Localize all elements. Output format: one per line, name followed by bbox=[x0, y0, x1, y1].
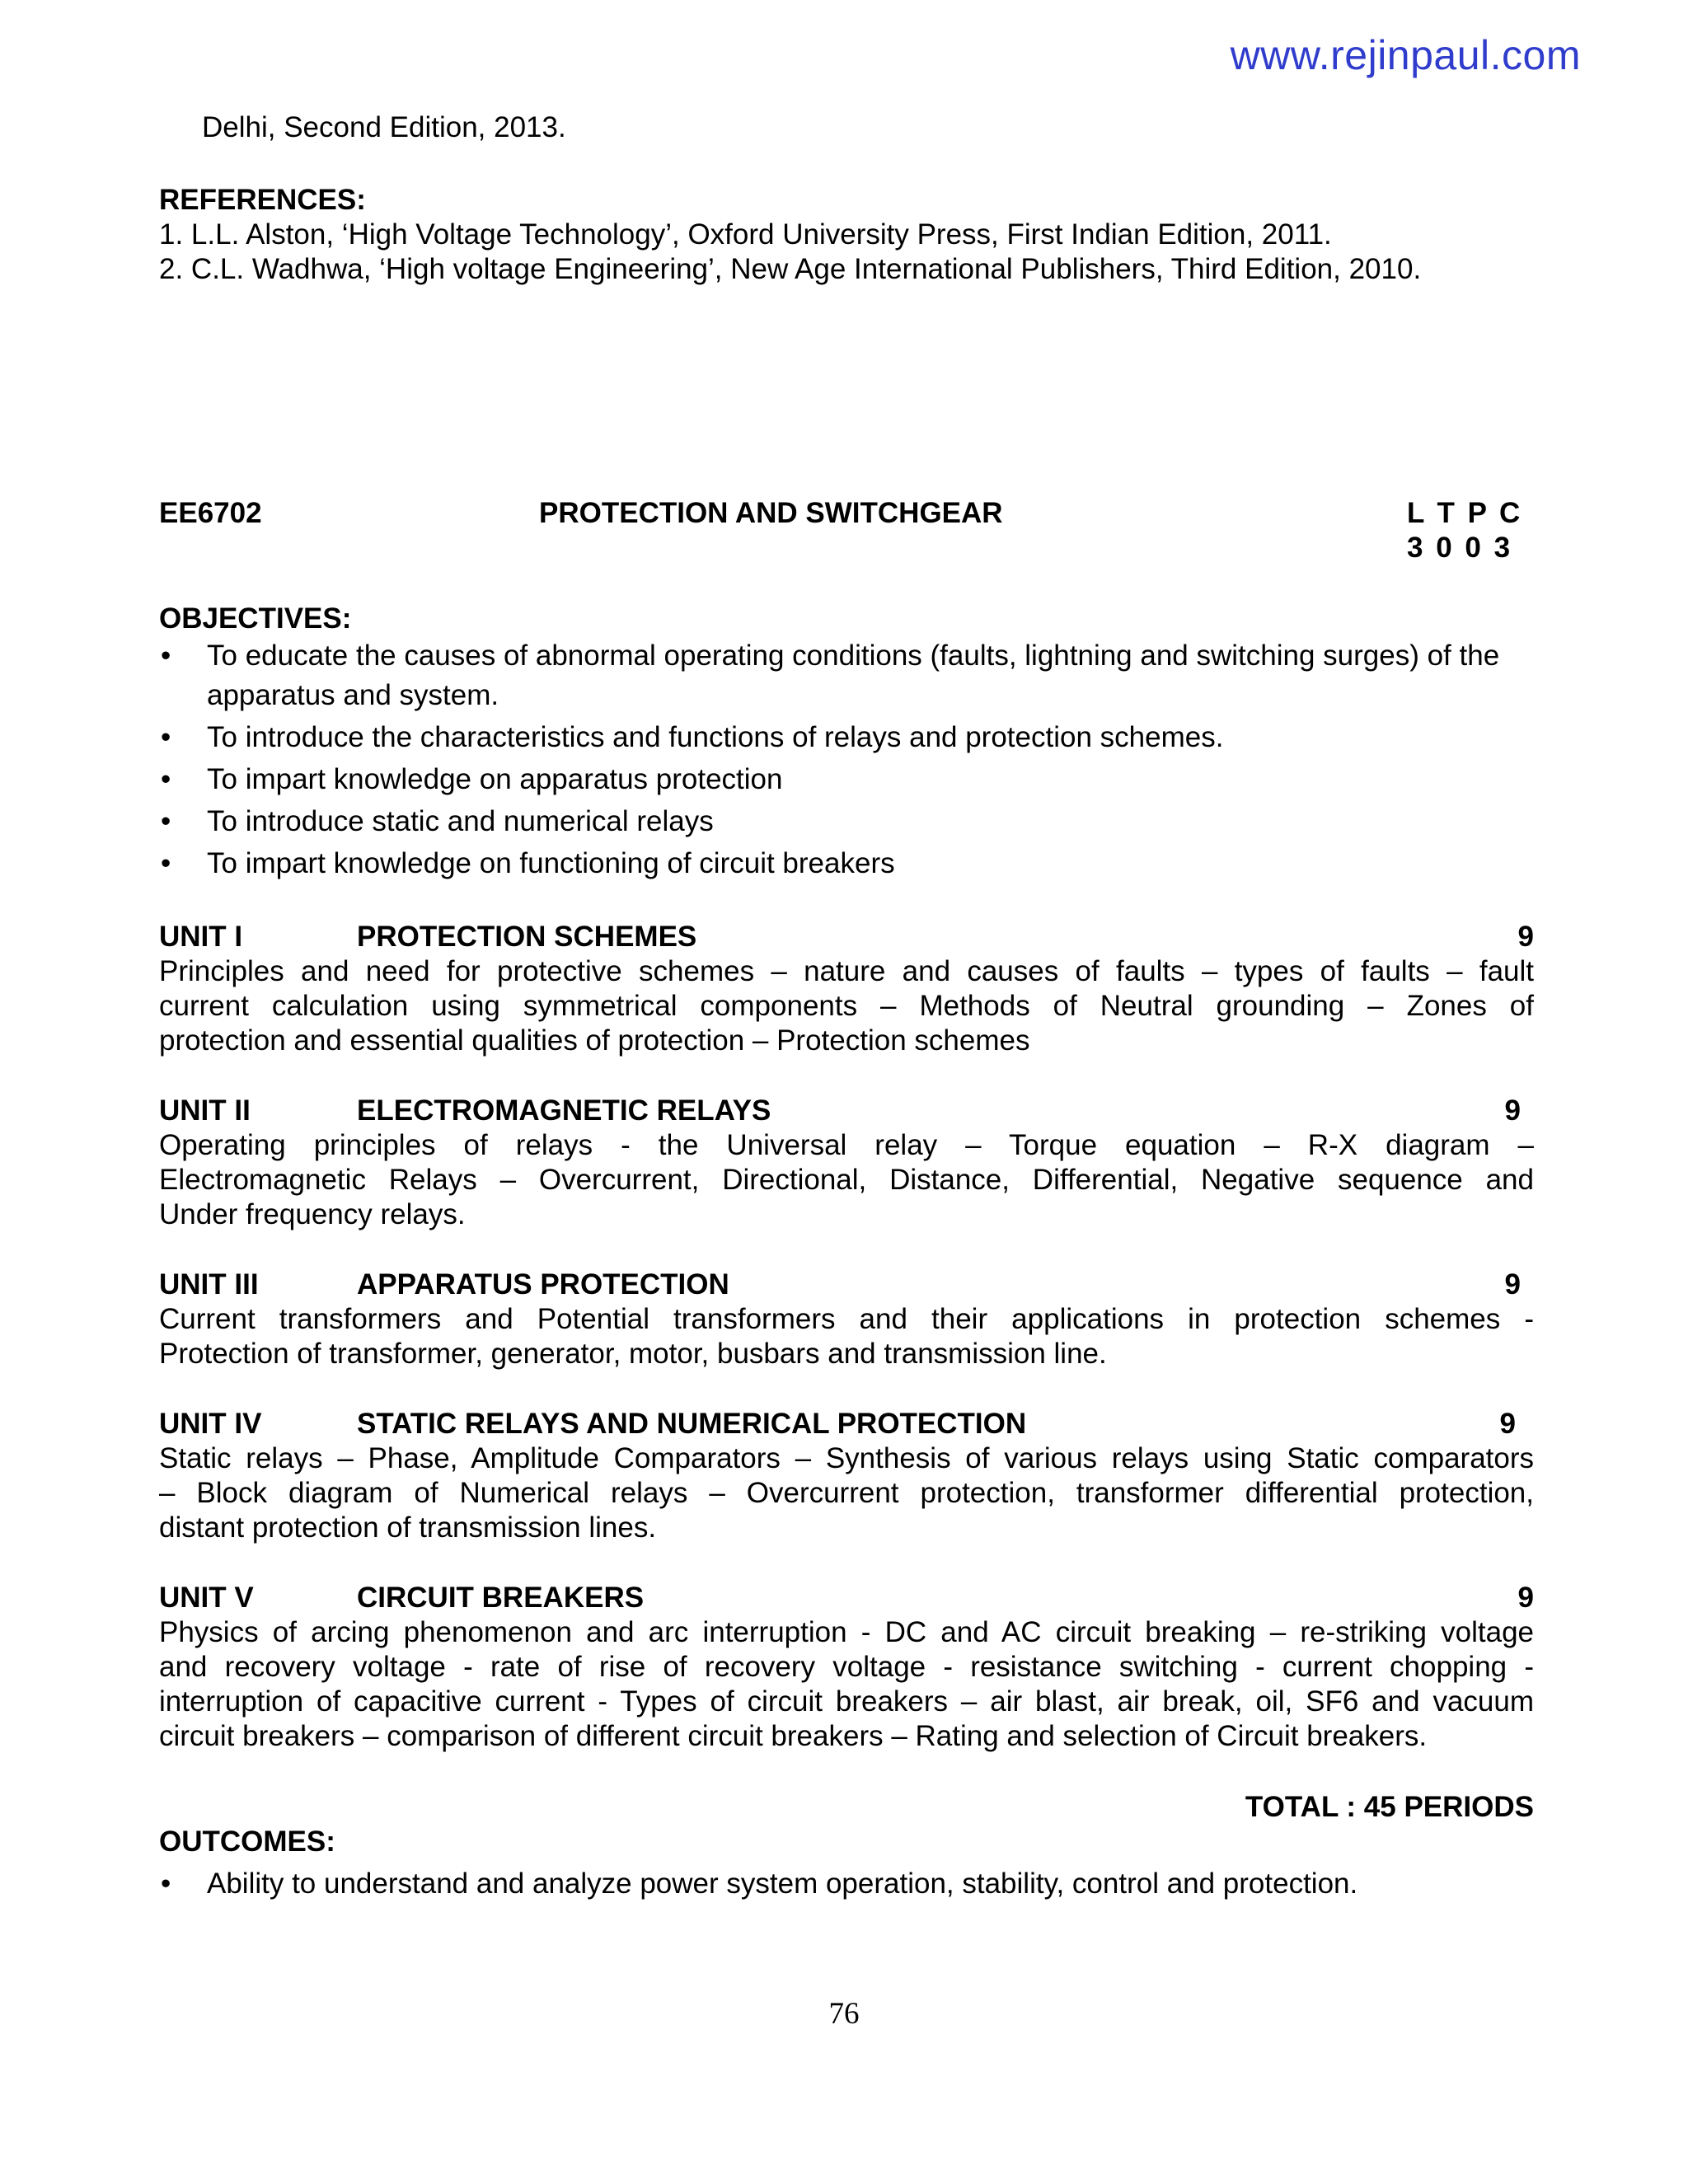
unit-title: APPARATUS PROTECTION bbox=[357, 1268, 729, 1301]
list-item bbox=[159, 718, 1534, 757]
list-item bbox=[159, 760, 1534, 799]
unit-text-line: Electromagnetic Relays – Overcurrent, Directional, Distance, Differential, Negative sequence and bbox=[159, 1164, 1534, 1196]
page-number: 76 bbox=[828, 1997, 860, 2031]
unit-text-line: Principles and need for protective schemes – nature and causes of faults – types of faults – fault bbox=[159, 955, 1534, 987]
unit-number: UNIT V bbox=[159, 1582, 254, 1614]
reference-item: 1. L.L. Alston, ‘High Voltage Technology’, Oxford University Press, First Indian Edition, 2011. bbox=[159, 218, 1332, 251]
unit-hours: 9 bbox=[1504, 1268, 1521, 1301]
unit-text-line: Physics of arcing phenomenon and arc interruption - DC and AC circuit breaking – re-striking voltage bbox=[159, 1616, 1534, 1648]
list-item bbox=[159, 636, 1534, 715]
bullet-icon: • bbox=[161, 805, 171, 837]
unit-number: UNIT IV bbox=[159, 1408, 262, 1440]
ltpc-values: 3 0 0 3 bbox=[1407, 532, 1513, 564]
references-heading: REFERENCES: bbox=[159, 184, 366, 216]
unit-text-line: Under frequency relays. bbox=[159, 1198, 466, 1230]
bullet-icon: • bbox=[161, 721, 171, 753]
unit-heading bbox=[159, 1407, 1516, 1441]
total-periods: TOTAL : 45 PERIODS bbox=[1245, 1791, 1534, 1823]
unit-title: CIRCUIT BREAKERS bbox=[357, 1582, 645, 1614]
unit-title: STATIC RELAYS AND NUMERICAL PROTECTION bbox=[357, 1408, 1027, 1440]
course-code: EE6702 bbox=[159, 497, 262, 529]
list-item bbox=[159, 844, 1534, 883]
unit-description bbox=[159, 1615, 1534, 1754]
unit-description bbox=[159, 1302, 1534, 1371]
unit-title: PROTECTION SCHEMES bbox=[357, 921, 697, 953]
unit-heading bbox=[159, 1094, 1521, 1128]
unit-text-line: Current transformers and Potential transformers and their applications in protection schemes - bbox=[159, 1303, 1534, 1335]
unit-text-line: Static relays – Phase, Amplitude Comparators – Synthesis of various relays using Static comparators bbox=[159, 1442, 1534, 1474]
unit-heading bbox=[159, 1268, 1521, 1302]
unit-number: UNIT II bbox=[159, 1094, 251, 1127]
objective-text: To impart knowledge on functioning of circuit breakers bbox=[207, 847, 895, 879]
unit-text-line: – Block diagram of Numerical relays – Overcurrent protection, transformer differential protection, bbox=[159, 1477, 1534, 1509]
unit-hours: 9 bbox=[1517, 921, 1534, 953]
objective-text: To introduce static and numerical relays bbox=[207, 805, 714, 837]
reference-item: 2. C.L. Wadhwa, ‘High voltage Engineering’, New Age International Publishers, Third Edition, 2010. bbox=[159, 253, 1422, 285]
unit-text-line: Operating principles of relays - the Universal relay – Torque equation – R-X diagram – bbox=[159, 1129, 1534, 1161]
objective-text: To impart knowledge on apparatus protection bbox=[207, 763, 783, 795]
unit-text-line: Protection of transformer, generator, motor, busbars and transmission line. bbox=[159, 1338, 1107, 1370]
unit-text-line: and recovery voltage - rate of rise of recovery voltage - resistance switching - current chopping - bbox=[159, 1651, 1534, 1683]
unit-number: UNIT III bbox=[159, 1268, 259, 1301]
ltpc-label: L T P C bbox=[1407, 497, 1523, 529]
watermark-link[interactable]: www.rejinpaul.com bbox=[1230, 32, 1581, 78]
unit-description bbox=[159, 1128, 1534, 1232]
bullet-icon: • bbox=[161, 1868, 171, 1900]
course-title: PROTECTION AND SWITCHGEAR bbox=[539, 497, 1003, 529]
unit-text-line: current calculation using symmetrical components – Methods of Neutral grounding – Zones of bbox=[159, 990, 1534, 1022]
list-item bbox=[159, 1864, 1534, 1904]
unit-hours: 9 bbox=[1499, 1408, 1516, 1440]
unit-hours: 9 bbox=[1504, 1094, 1521, 1127]
unit-text-line: circuit breakers – comparison of different circuit breakers – Rating and selection of Circuit breakers. bbox=[159, 1720, 1428, 1752]
list-item bbox=[159, 802, 1534, 841]
outcomes-heading: OUTCOMES: bbox=[159, 1825, 335, 1858]
unit-hours: 9 bbox=[1517, 1582, 1534, 1614]
objective-text: To introduce the characteristics and functions of relays and protection schemes. bbox=[207, 721, 1224, 753]
objective-text: To educate the causes of abnormal operating conditions (faults, lightning and switching surges) of the apparatus and system. bbox=[207, 640, 1500, 711]
unit-text-line: distant protection of transmission lines. bbox=[159, 1511, 657, 1544]
bullet-icon: • bbox=[161, 763, 171, 795]
objectives-list bbox=[159, 636, 1534, 883]
continuation-text: Delhi, Second Edition, 2013. bbox=[202, 111, 566, 143]
bullet-icon: • bbox=[161, 847, 171, 879]
unit-number: UNIT I bbox=[159, 921, 243, 953]
objectives-heading: OBJECTIVES: bbox=[159, 602, 352, 635]
outcomes-list bbox=[159, 1864, 1534, 1904]
unit-title: ELECTROMAGNETIC RELAYS bbox=[357, 1094, 771, 1127]
unit-heading bbox=[159, 1581, 1534, 1615]
outcome-text: Ability to understand and analyze power system operation, stability, control and protection. bbox=[207, 1868, 1358, 1900]
unit-description bbox=[159, 1441, 1534, 1545]
unit-text-line: protection and essential qualities of protection – Protection schemes bbox=[159, 1024, 1030, 1057]
bullet-icon: • bbox=[161, 640, 171, 672]
unit-description bbox=[159, 954, 1534, 1058]
unit-heading bbox=[159, 920, 1534, 954]
unit-text-line: interruption of capacitive current - Types of circuit breakers – air blast, air break, oil, SF6 and vacuum bbox=[159, 1685, 1534, 1718]
